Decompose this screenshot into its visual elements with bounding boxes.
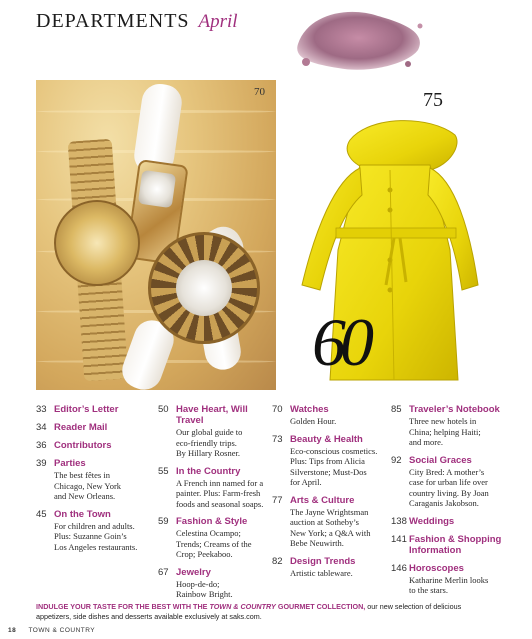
toc-entry[interactable]: 59 Fashion & Style Celestina Ocampo; Trends; Creams of the Crop; Peekaboo. bbox=[158, 516, 252, 559]
toc-entry[interactable]: 45 On the Town For children and adults. Plus: Suzanne Goin’s Los Angeles restaurants. bbox=[36, 508, 138, 552]
toc-entry[interactable]: 67 Jewelry Hoop-de-do; Rainbow Bright. bbox=[158, 566, 233, 599]
magazine-name: TOWN & COUNTRY bbox=[28, 627, 96, 634]
toc-entry[interactable]: 34 Reader Mail bbox=[36, 422, 108, 433]
toc-column-2 bbox=[158, 404, 270, 607]
promo-text: INDULGE YOUR TASTE FOR THE BEST WITH THE TOWN & COUNTRY GOURMET COLLECTION, our new selection of delicious appetizers, side dishes and desserts available exclusively at saks.com. bbox=[36, 602, 462, 621]
toc-entry[interactable]: 39 Parties The best fêtes in Chicago, New York and New Orleans. bbox=[36, 458, 122, 501]
toc-entry[interactable]: 92 Social Graces City Bred: A mother’s case for urban life over country living. By Joan Caraganis Jakobson. bbox=[391, 454, 489, 508]
page-footer bbox=[8, 627, 95, 634]
toc-column-4 bbox=[391, 404, 519, 603]
toc-entry[interactable]: 141 Fashion & Shopping Information bbox=[391, 533, 502, 556]
toc-column-3 bbox=[272, 404, 390, 585]
eyeshadow-image bbox=[288, 4, 428, 76]
toc-entry[interactable]: 85 Traveler’s Notebook Three new hotels in China; helping Haiti; and more. bbox=[391, 404, 500, 447]
toc-entry[interactable]: 138 Weddings bbox=[391, 515, 455, 527]
watches-page-number: 70 bbox=[254, 86, 265, 98]
folio-page-number: 18 bbox=[8, 627, 17, 634]
toc-entry[interactable]: 33 Editor’s Letter bbox=[36, 404, 119, 415]
watches-photo bbox=[36, 80, 276, 390]
month-label: April bbox=[198, 11, 238, 32]
toc-entry[interactable]: 73 Beauty & Health Eco-conscious cosmetics. Plus: Tips from Alicia Silverstone; Must-Dos for April. bbox=[272, 433, 378, 487]
promo-highlight: INDULGE YOUR TASTE FOR THE BEST WITH THE TOWN & COUNTRY GOURMET COLLECTION, bbox=[36, 602, 366, 611]
toc-entry[interactable]: 55 In the Country A French inn named for a painter. Plus: Farm-fresh foods and seasonal soaps. bbox=[158, 465, 264, 509]
toc-entry[interactable]: 77 Arts & Culture The Jayne Wrightsman auction at Sotheby’s New York; a Q&A with Bebe Neuwirth. bbox=[272, 494, 371, 548]
toc-column-1 bbox=[36, 404, 142, 559]
toc-entry[interactable]: 82 Design Trends Artistic tableware. bbox=[272, 555, 356, 578]
toc-entry[interactable]: 70 Watches Golden Hour. bbox=[272, 404, 337, 426]
departments-heading: DEPARTMENTS bbox=[36, 10, 190, 32]
toc-entry[interactable]: 50 Have Heart, Will Travel Our global guide to eco-friendly trips. By Hillary Rosner. bbox=[158, 404, 248, 458]
toc-entry[interactable]: 146 Horoscopes Katharine Merlin looks to the stars. bbox=[391, 562, 489, 595]
page-title bbox=[36, 10, 238, 33]
toc-entry[interactable]: 36 Contributors bbox=[36, 440, 112, 451]
coat-page-number: 75 bbox=[423, 89, 443, 111]
feature-page-number: 60 bbox=[312, 304, 368, 380]
